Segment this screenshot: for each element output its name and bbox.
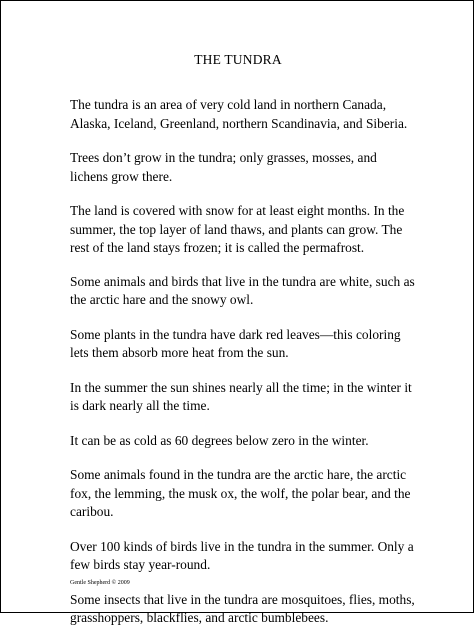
paragraph: Some animals and birds that live in the tundra are white, such as the arctic hare and the snowy owl. <box>70 273 415 307</box>
paragraph: Some insects that live in the tundra are mosquitoes, flies, moths, grasshoppers, blackflies, and arctic bumblebees. <box>70 591 415 625</box>
paragraph: It can be as cold as 60 degrees below zero in the winter. <box>70 432 369 448</box>
paragraph: In the summer the sun shines nearly all the time; in the winter it is dark nearly all the time. <box>70 379 412 413</box>
page-title: THE TUNDRA <box>194 52 282 67</box>
paragraph: Some animals found in the tundra are the arctic hare, the arctic fox, the lemming, the musk ox, the wolf, the polar bear, and the caribou. <box>70 467 411 519</box>
paragraph: The tundra is an area of very cold land in northern Canada, Alaska, Iceland, Greenland, northern Scandinavia, and Siberia. <box>70 97 408 131</box>
copyright-footer: Gentle Shepherd © 2009 <box>70 580 130 586</box>
paragraph: Trees don’t grow in the tundra; only grasses, mosses, and lichens grow there. <box>70 150 377 184</box>
paragraph: Some plants in the tundra have dark red leaves—this coloring lets them absorb more heat from the sun. <box>70 326 401 360</box>
paragraph: The land is covered with snow for at least eight months. In the summer, the top layer of land thaws, and plants can grow. The rest of the land stays frozen; it is called the permafrost. <box>70 203 405 255</box>
paragraph: Over 100 kinds of birds live in the tundra in the summer. Only a few birds stay year-round. <box>70 538 414 572</box>
document-body <box>70 96 415 644</box>
